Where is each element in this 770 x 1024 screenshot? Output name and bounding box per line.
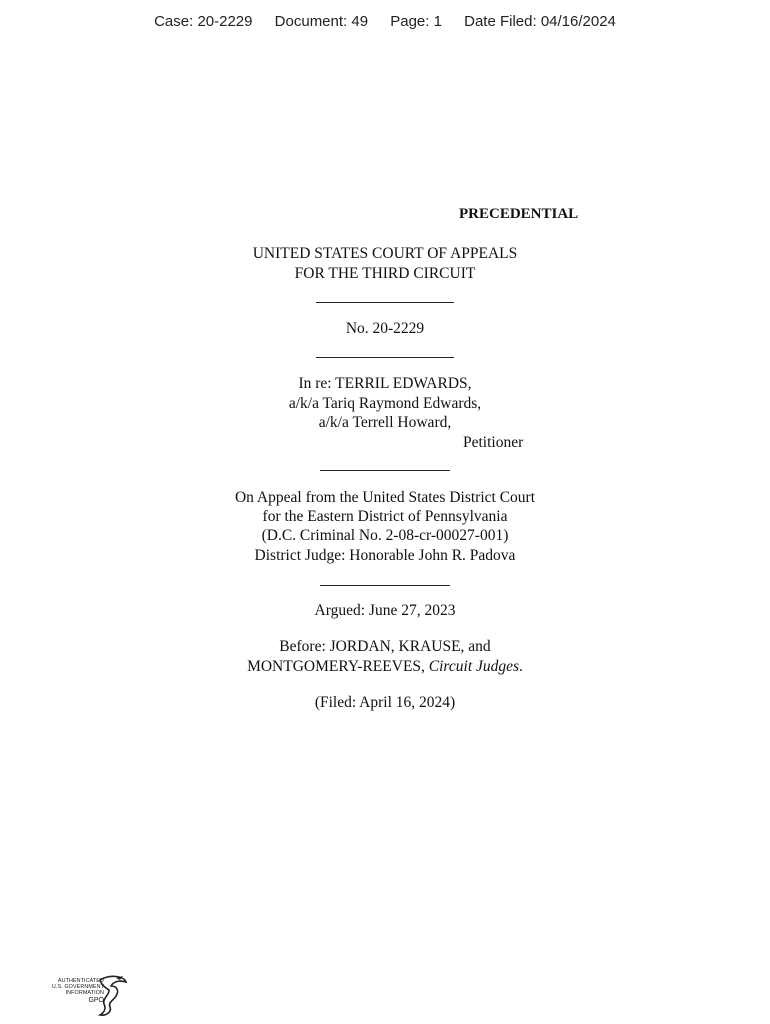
caption-line2: a/k/a Tariq Raymond Edwards, [288, 395, 482, 412]
panel-judge-names: MONTGOMERY-REEVES, [247, 658, 429, 675]
panel-line2 [0, 658, 770, 676]
divider [316, 357, 454, 358]
appeal-line2: for the Eastern District of Pennsylvania [262, 508, 508, 525]
case-number-header: Case: 20-2229 [154, 13, 253, 30]
divider [320, 585, 450, 586]
page-number-header: Page: 1 [390, 13, 442, 30]
argued-date: Argued: June 27, 2023 [314, 602, 456, 619]
caption-line1: In re: TERRIL EDWARDS, [298, 375, 472, 392]
appeal-line3: (D.C. Criminal No. 2-08-cr-00027-001) [261, 527, 509, 544]
precedential-label: PRECEDENTIAL [459, 206, 579, 222]
court-name-line2: FOR THE THIRD CIRCUIT [294, 265, 476, 282]
document-header [0, 13, 770, 30]
circuit-judges-label: Circuit Judges [428, 658, 520, 675]
filed-date: (Filed: April 16, 2024) [314, 694, 456, 711]
appeal-line4: District Judge: Honorable John R. Padova [254, 547, 516, 564]
panel-line1: Before: JORDAN, KRAUSE, and [279, 638, 491, 655]
gpo-logo-mark-text: GPO [88, 997, 104, 1004]
caption-line3: a/k/a Terrell Howard, [318, 414, 452, 431]
eagle-icon [96, 974, 130, 1018]
gpo-logo-line1: AUTHENTICATED [57, 978, 104, 984]
panel-line2-end: . [519, 658, 523, 675]
divider [320, 470, 450, 471]
petitioner-label: Petitioner [463, 434, 524, 451]
document-number-header: Document: 49 [274, 13, 369, 30]
gpo-logo-line3: INFORMATION [65, 990, 104, 996]
docket-number: No. 20-2229 [345, 320, 425, 337]
divider [316, 302, 454, 303]
gpo-logo-line2: U.S. GOVERNMENT [51, 984, 104, 990]
court-name-line1: UNITED STATES COURT OF APPEALS [252, 245, 518, 262]
appeal-line1: On Appeal from the United States District Court [234, 489, 536, 506]
gpo-authentication-logo [44, 974, 130, 1018]
date-filed-header: Date Filed: 04/16/2024 [464, 13, 616, 30]
